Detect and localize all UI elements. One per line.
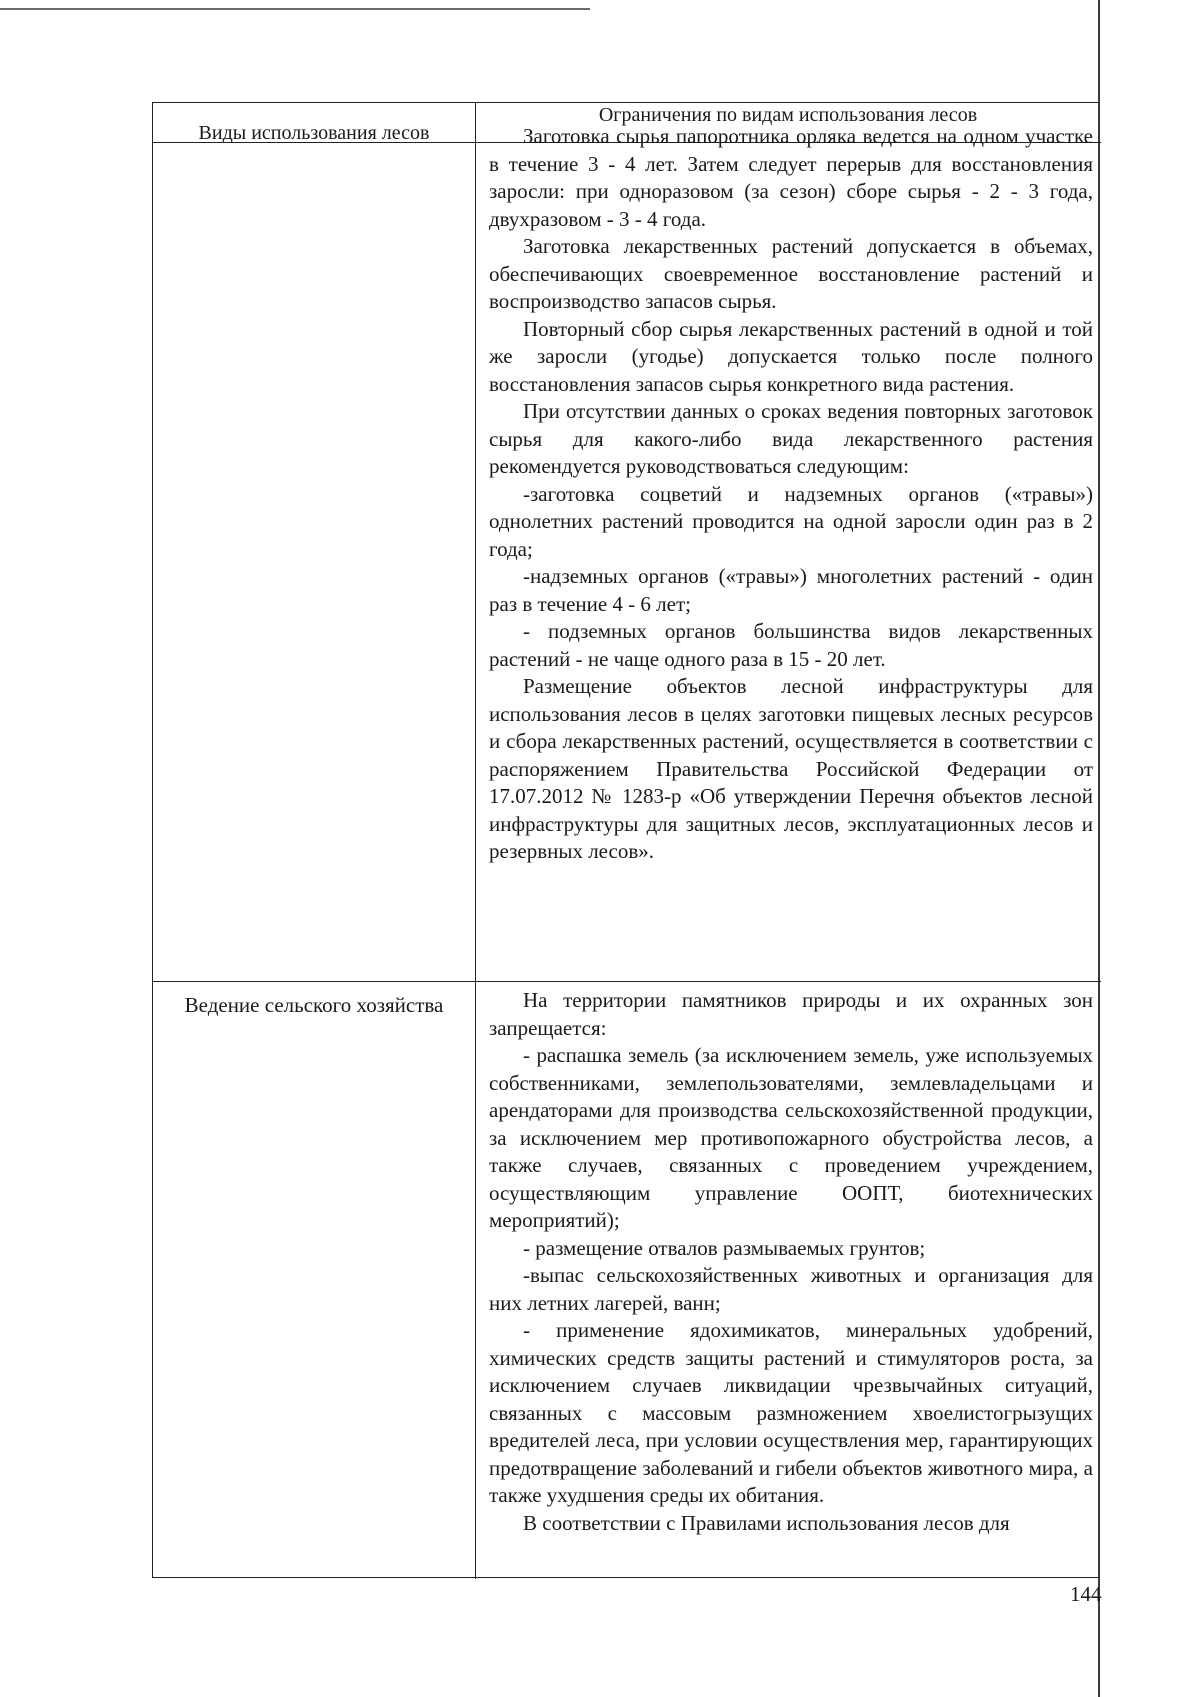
row-2-use-type: Ведение сельского хозяйства — [184, 993, 444, 1017]
forest-use-table — [152, 102, 1100, 1578]
row-2-restrictions — [489, 987, 1093, 1537]
scan-artifact-line — [0, 8, 590, 10]
list-item: -заготовка соцветий и надземных органов («травы») однолетних растений проводится на одной заросли один раз в 2 года; — [489, 481, 1093, 561]
paragraph: Заготовка сырья папоротника орляка ведется на одном участке в течение 3 - 4 лет. Затем следует перерыв для восстановления заросли: при одноразовом (за сезон) сборе сырья - 2 - 3 года, двухразовом - 3 - 4 года. — [489, 124, 1093, 231]
row-divider — [153, 981, 1101, 982]
list-item: - подземных органов большинства видов лекарственных растений - не чаще одного раза в 15 - 20 лет. — [489, 619, 1093, 671]
paragraph: Повторный сбор сырья лекарственных растений в одной и той же заросли (угодье) допускается только после полного восстановления запасов сырья конкретного вида растения. — [489, 316, 1093, 396]
paragraph: Заготовка лекарственных растений допускается в объемах, обеспечивающих своевременное восстановление растений и воспроизводство запасов сырья. — [489, 234, 1093, 313]
list-item: - распашка земель (за исключением земель, уже используемых собственниками, землепользователями, землевладельцами и арендаторами для производства сельскохозяйственной продукции, за исключением мер противопожарного обустройства лесов, а также случаев, связанных с проведением учреждением, осуществляющим управление ООПТ, биотехнических мероприятий); — [489, 1043, 1093, 1232]
row-1-restrictions — [489, 123, 1093, 866]
paragraph: В соответствии с Правилами использования лесов для — [523, 1510, 1010, 1535]
page-number: 144 — [1070, 1582, 1102, 1606]
list-item: - применение ядохимикатов, минеральных удобрений, химических средств защиты растений и стимуляторов роста, за исключением случаев ликвидации чрезвычайных ситуаций, связанных с массовым размножением хвоелистогрызущих вредителей леса, при условии осуществления мер, гарантирующих предотвращение заболеваний и гибели объектов животного мира, а также ухудшения среды их обитания. — [489, 1318, 1093, 1507]
paragraph: Размещение объектов лесной инфраструктуры для использования лесов в целях заготовки пищевых лесных ресурсов и сбора лекарственных растений, осуществляется в соответствии с распоряжением Правительства Российской Федерации от 17.07.2012 № 1283-р «Об утверждении Перечня объектов лесной инфраструктуры для защитных лесов, эксплуатационных лесов и резервных лесов». — [489, 674, 1093, 863]
header-restrictions: Ограничения по видам использования лесов — [598, 104, 978, 126]
column-divider — [475, 103, 476, 1579]
list-item: -выпас сельскохозяйственных животных и организация для них летних лагерей, ванн; — [489, 1263, 1093, 1315]
paragraph: При отсутствии данных о сроках ведения повторных заготовок сырья для какого-либо вида лекарственного растения рекомендуется руководствоваться следующим: — [489, 399, 1093, 478]
list-item: - размещение отвалов размываемых грунтов; — [523, 1235, 926, 1260]
header-forest-use-types: Виды использования лесов — [198, 122, 430, 144]
paragraph: На территории памятников природы и их охранных зон запрещается: — [489, 988, 1093, 1040]
list-item: -надземных органов («травы») многолетних растений - один раз в течение 4 - 6 лет; — [489, 564, 1093, 616]
